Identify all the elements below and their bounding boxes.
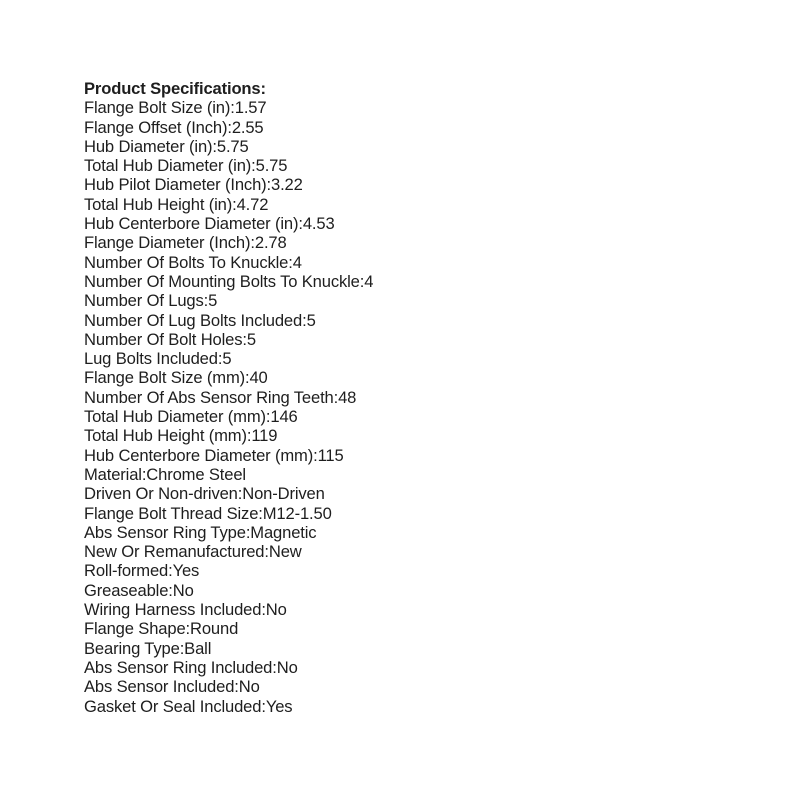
spec-value: New xyxy=(268,542,302,562)
spec-label: Abs Sensor Included xyxy=(84,677,235,697)
spec-row xyxy=(84,291,744,310)
spec-row xyxy=(84,658,744,677)
spec-value: 40 xyxy=(249,368,268,388)
spec-row xyxy=(84,195,744,214)
spec-row xyxy=(84,446,744,465)
spec-row xyxy=(84,253,744,272)
spec-value: 5 xyxy=(306,310,316,330)
spec-value: Non-Driven xyxy=(242,484,325,504)
spec-separator: : xyxy=(245,522,251,542)
spec-value: 3.22 xyxy=(271,175,303,195)
spec-separator: : xyxy=(288,252,293,272)
spec-value: No xyxy=(238,677,260,697)
spec-label: Abs Sensor Ring Type xyxy=(84,522,246,542)
spec-separator: : xyxy=(313,445,318,465)
spec-label: Flange Bolt Thread Size xyxy=(84,503,259,523)
spec-row xyxy=(84,175,744,194)
spec-label: Number Of Lugs xyxy=(84,291,204,311)
spec-label: Hub Centerbore Diameter (in) xyxy=(84,214,299,234)
spec-label: Material xyxy=(84,464,142,484)
spec-value: 4.53 xyxy=(302,214,335,234)
spec-separator: : xyxy=(217,349,223,369)
spec-row xyxy=(84,233,744,252)
spec-separator: : xyxy=(359,271,365,291)
spec-row xyxy=(84,330,744,349)
spec-value: 4.72 xyxy=(236,194,269,214)
spec-separator: : xyxy=(258,503,263,523)
spec-separator: : xyxy=(185,619,190,639)
spec-row xyxy=(84,561,744,580)
spec-separator: : xyxy=(266,175,272,195)
spec-value: 48 xyxy=(338,387,357,407)
spec-label: Total Hub Diameter (in) xyxy=(84,156,252,176)
spec-separator: : xyxy=(168,580,173,600)
spec-row xyxy=(84,156,744,175)
spec-row xyxy=(84,523,744,542)
spec-separator: : xyxy=(179,638,185,658)
spec-separator: : xyxy=(237,484,243,504)
spec-row xyxy=(84,311,744,330)
spec-value: 146 xyxy=(270,407,298,427)
spec-value: Round xyxy=(190,619,239,639)
spec-label: Driven Or Non-driven xyxy=(84,484,238,504)
spec-value: 4 xyxy=(364,271,374,291)
spec-label: Wiring Harness Included xyxy=(84,600,262,620)
spec-value: Chrome Steel xyxy=(146,464,246,484)
spec-label: Total Hub Diameter (mm) xyxy=(84,407,266,427)
specifications-title: Product Specifications: xyxy=(84,79,266,98)
spec-separator: : xyxy=(227,117,232,137)
spec-label: Number Of Bolts To Knuckle xyxy=(84,252,289,272)
spec-separator: : xyxy=(261,600,266,620)
spec-separator: : xyxy=(333,387,339,407)
spec-label: Number Of Lug Bolts Included xyxy=(84,310,303,330)
spec-label: Total Hub Height (mm) xyxy=(84,426,247,446)
spec-row xyxy=(84,504,744,523)
spec-label: Number Of Bolt Holes xyxy=(84,329,243,349)
spec-value: 115 xyxy=(317,445,344,465)
spec-label: Bearing Type xyxy=(84,638,180,658)
spec-separator: : xyxy=(212,136,217,156)
spec-row xyxy=(84,407,744,426)
spec-row xyxy=(84,272,744,291)
spec-label: Hub Centerbore Diameter (mm) xyxy=(84,445,314,465)
spec-row xyxy=(84,137,744,156)
spec-value: 5 xyxy=(246,329,256,349)
spec-separator: : xyxy=(246,426,252,446)
spec-separator: : xyxy=(251,156,256,176)
spec-separator: : xyxy=(261,696,266,716)
spec-row xyxy=(84,581,744,600)
spec-label: Number Of Abs Sensor Ring Teeth xyxy=(84,387,334,407)
spec-separator: : xyxy=(264,542,269,562)
spec-row xyxy=(84,368,744,387)
spec-separator: : xyxy=(250,233,255,253)
spec-label: Hub Pilot Diameter (Inch) xyxy=(84,175,267,195)
spec-value: Magnetic xyxy=(250,522,317,542)
spec-row xyxy=(84,484,744,503)
spec-value: Yes xyxy=(265,696,293,716)
spec-label: Flange Offset (Inch) xyxy=(84,117,228,137)
spec-row xyxy=(84,98,744,117)
spec-separator: : xyxy=(298,214,303,234)
spec-value: Yes xyxy=(172,561,200,581)
spec-separator: : xyxy=(232,194,237,214)
specifications-list xyxy=(84,98,744,716)
spec-value: No xyxy=(276,657,298,677)
spec-separator: : xyxy=(245,368,250,388)
spec-value: 2.78 xyxy=(254,233,287,253)
spec-row xyxy=(84,639,744,658)
spec-value: Ball xyxy=(184,638,212,658)
spec-label: New Or Remanufactured xyxy=(84,542,265,562)
spec-row xyxy=(84,542,744,561)
spec-label: Greaseable xyxy=(84,580,169,600)
spec-row xyxy=(84,426,744,445)
spec-value: No xyxy=(172,580,194,600)
spec-separator: : xyxy=(141,464,147,484)
spec-label: Hub Diameter (in) xyxy=(84,136,213,156)
spec-row xyxy=(84,214,744,233)
spec-separator: : xyxy=(230,98,235,118)
spec-value: 5 xyxy=(208,291,218,311)
spec-row xyxy=(84,388,744,407)
spec-label: Roll-formed xyxy=(84,561,169,581)
spec-value: 2.55 xyxy=(231,117,264,137)
spec-label: Gasket Or Seal Included xyxy=(84,696,262,716)
product-specifications-sheet xyxy=(84,79,744,716)
spec-row xyxy=(84,677,744,696)
spec-row xyxy=(84,600,744,619)
spec-row xyxy=(84,118,744,137)
spec-value: 5.75 xyxy=(255,156,288,176)
spec-row xyxy=(84,619,744,638)
spec-separator: : xyxy=(234,677,239,697)
spec-label: Flange Diameter (Inch) xyxy=(84,233,251,253)
spec-separator: : xyxy=(242,329,247,349)
spec-value: 119 xyxy=(251,426,278,446)
spec-label: Lug Bolts Included xyxy=(84,349,218,369)
spec-separator: : xyxy=(168,561,173,581)
spec-value: M12-1.50 xyxy=(262,503,332,523)
spec-separator: : xyxy=(265,407,271,427)
spec-row xyxy=(84,465,744,484)
spec-label: Flange Bolt Size (in) xyxy=(84,98,231,118)
spec-row xyxy=(84,349,744,368)
spec-row xyxy=(84,697,744,716)
spec-value: 1.57 xyxy=(234,98,267,118)
spec-label: Abs Sensor Ring Included xyxy=(84,657,273,677)
spec-value: 4 xyxy=(292,252,302,272)
spec-label: Flange Shape xyxy=(84,619,186,639)
spec-label: Total Hub Height (in) xyxy=(84,194,233,214)
spec-separator: : xyxy=(272,657,277,677)
spec-value: 5 xyxy=(222,349,232,369)
spec-label: Number Of Mounting Bolts To Knuckle xyxy=(84,271,360,291)
spec-separator: : xyxy=(302,310,307,330)
spec-value: No xyxy=(265,600,287,620)
spec-label: Flange Bolt Size (mm) xyxy=(84,368,245,388)
spec-separator: : xyxy=(203,291,209,311)
spec-value: 5.75 xyxy=(216,136,249,156)
